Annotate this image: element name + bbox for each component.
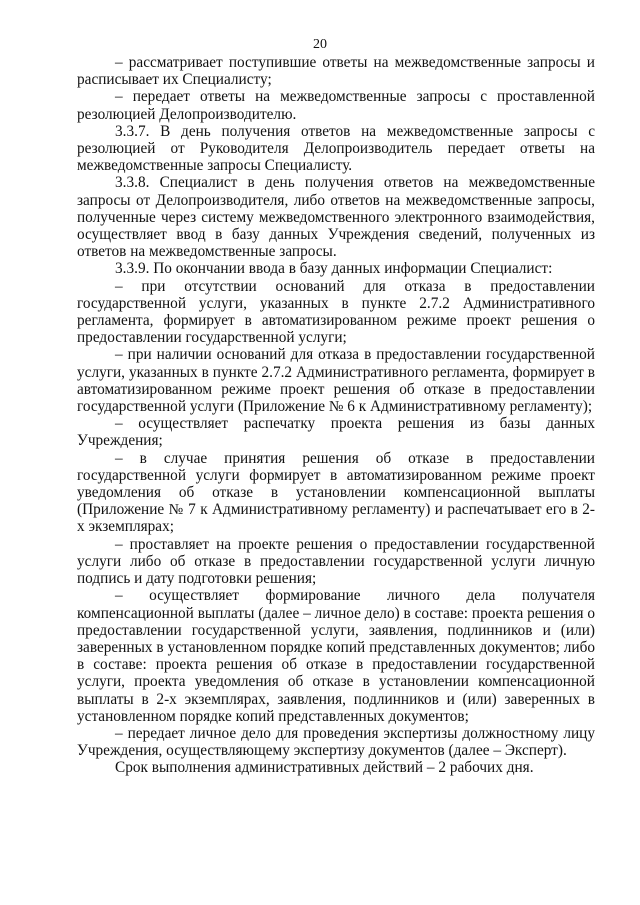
- paragraph-review-responses: – рассматривает поступившие ответы на межведомственные запросы и расписывает их Специалисту;: [77, 54, 595, 89]
- list-item-print-draft: – осуществляет распечатку проекта решения из базы данных Учреждения;: [77, 415, 595, 450]
- page-number: 20: [313, 37, 327, 52]
- document-body: [77, 54, 595, 777]
- paragraph-deadline: Срок выполнения административных действий – 2 рабочих дня.: [115, 759, 534, 777]
- list-item-no-grounds: – при отсутствии оснований для отказа в предоставлении государственной услуги, указанных в пункте 2.7.2 Административного регламента, формирует в автоматизированном режиме проект решения о предоставлении государственной услуги;: [77, 277, 595, 347]
- paragraph-3-3-9: 3.3.9. По окончании ввода в базу данных информации Специалист:: [115, 260, 553, 278]
- list-item-personal-file: – осуществляет формирование личного дела получателя компенсационной выплаты (далее – личное дело) в составе: проекта решения о предоставлении государственной услуги, заявления, подлинников и (или) заверенных в установленном порядке копий представленных документов; либо в составе: проекта решения об отказе в предоставлении государственной услуги, проекта уведомления об отказе в установлении компенсационной выплаты в 2-х экземплярах, заявления, подлинников и (или) заверенных в установленном порядке копий представленных документов;: [77, 587, 595, 725]
- paragraph-3-3-8: 3.3.8. Специалист в день получения ответов на межведомственные запросы от Делопроизводителя, либо ответов на межведомственные запросы, полученные через систему межведомственного электронного взаимодействия, осуществляет ввод в базу данных Учреждения сведений, полученных из ответов на межведомственные запросы.: [77, 174, 595, 261]
- list-item-signature: – проставляет на проекте решения о предоставлении государственной услуги либо об отказе в предоставлении государственной услуги личную подпись и дату подготовки решения;: [77, 535, 595, 588]
- paragraph-3-3-7: 3.3.7. В день получения ответов на межведомственные запросы с резолюцией от Руководителя Делопроизводитель передает ответы на межведомственные запросы Специалисту.: [77, 122, 595, 175]
- list-item-refusal-notice: – в случае принятия решения об отказе в предоставлении государственной услуги формирует в автоматизированном режиме проект уведомления об отказе в установлении компенсационной выплаты (Приложение № 7 к Административному регламенту) и распечатывает его в 2-х экземплярах;: [77, 449, 595, 536]
- paragraph-forward-responses: – передает ответы на межведомственные запросы с проставленной резолюцией Делопроизводителю.: [77, 88, 595, 123]
- list-item-expertise: – передает личное дело для проведения экспертизы должностному лицу Учреждения, осуществляющему экспертизу документов (далее – Эксперт).: [77, 724, 595, 760]
- list-item-grounds: – при наличии оснований для отказа в предоставлении государственной услуги, указанных в пункте 2.7.2 Административного регламента, формирует в автоматизированном режиме проект решения об отказе в предоставлении государственной услуги (Приложение № 6 к Административному регламенту);: [77, 346, 595, 416]
